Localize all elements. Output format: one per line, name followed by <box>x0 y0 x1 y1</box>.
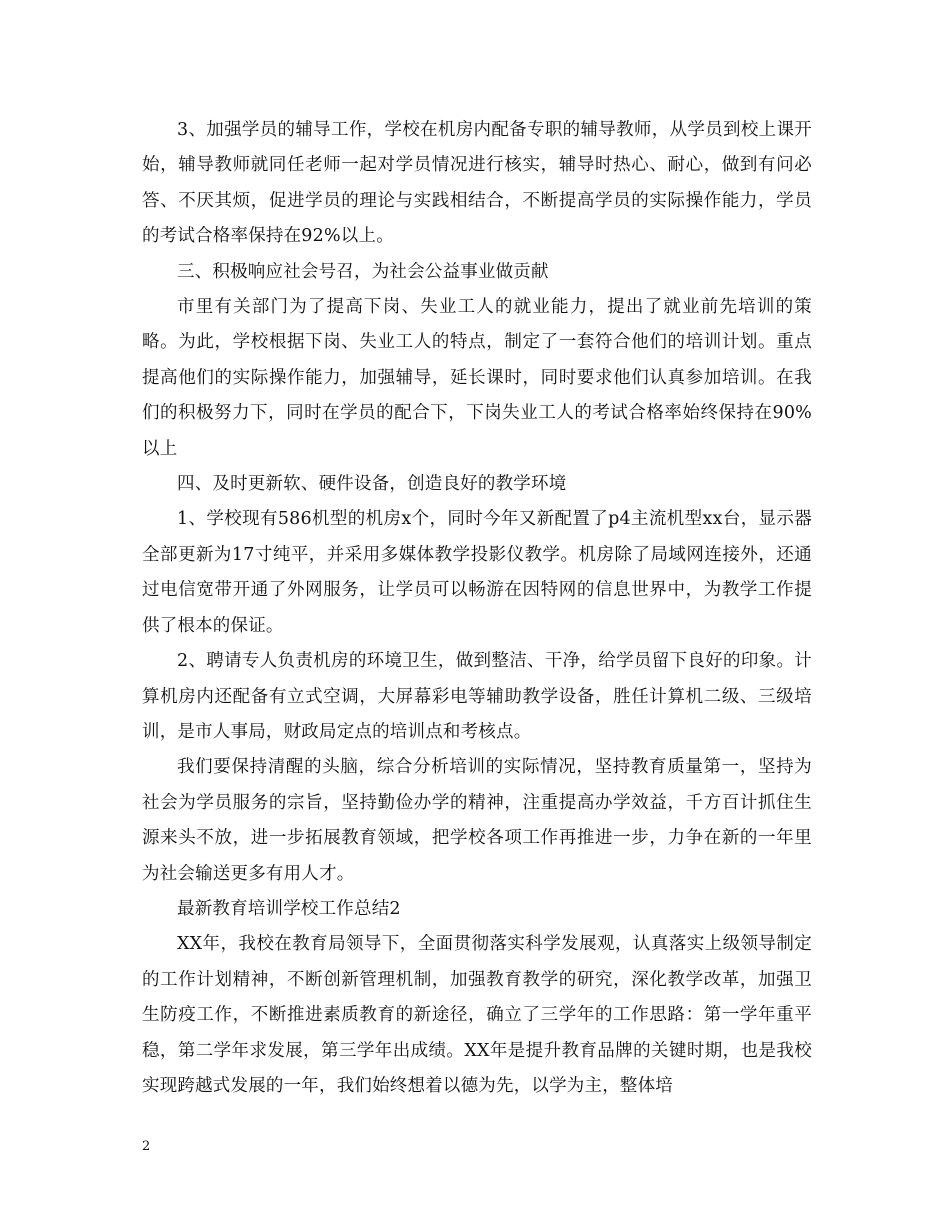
paragraph-computer-rooms: 1、学校现有586机型的机房x个，同时今年又新配置了p4主流机型xx台，显示器全部更新为17寸纯平，并采用多媒体教学投影仪教学。机房除了局域网连接外，还通过电信宽带开通了外网服务，让学员可以畅游在因特网的信息世界中，为教学工作提供了根本的保证。 <box>142 509 812 636</box>
page-number: 2 <box>142 1139 151 1154</box>
section-title-summary-2: 最新教育培训学校工作总结2 <box>177 898 401 919</box>
paragraph-unemployed-training: 市里有关部门为了提高下岗、失业工人的就业能力，提出了就业前先培训的策略。为此，学校根据下岗、失业工人的特点，制定了一套符合他们的培训计划。重点提高他们的实际操作能力，加强辅导，延长课时，同时要求他们认真参加培训。在我们的积极努力下，同时在学员的配合下，下岗失业工人的考试合格率始终保持在90%以上 <box>142 297 812 459</box>
document-body <box>142 113 812 1104</box>
paragraph-conclusion: 我们要保持清醒的头脑，综合分析培训的实际情况，坚持教育质量第一，坚持为社会为学员服务的宗旨，坚持勤俭办学的精神，注重提高办学效益，千方百计抓住生源来头不放，进一步拓展教育领域，把学校各项工作再推进一步，力争在新的一年里为社会输送更多有用人才。 <box>142 757 812 884</box>
section-heading-public-welfare: 三、积极响应社会号召，为社会公益事业做贡献 <box>177 261 549 282</box>
paragraph-annual-work: XX年，我校在教育局领导下，全面贯彻落实科学发展观，认真落实上级领导制定的工作计划精神，不断创新管理机制，加强教育教学的研究，深化教学改革，加强卫生防疫工作，不断推进素质教育的新途径，确立了三学年的工作思路：第一学年重平稳，第二学年求发展，第三学年出成绩。XX年是提升教育品牌的关键时期，也是我校实现跨越式发展的一年，我们始终想着以德为先，以学为主，整体培 <box>142 934 812 1096</box>
section-heading-equipment: 四、及时更新软、硬件设备，创造良好的教学环境 <box>177 474 567 495</box>
paragraph-tutoring: 3、加强学员的辅导工作，学校在机房内配备专职的辅导教师，从学员到校上课开始，辅导教师就同任老师一起对学员情况进行核实，辅导时热心、耐心，做到有问必答、不厌其烦，促进学员的理论与实践相结合，不断提高学员的实际操作能力，学员的考试合格率保持在92%以上。 <box>142 120 812 247</box>
paragraph-hygiene: 2、聘请专人负责机房的环境卫生，做到整洁、干净，给学员留下良好的印象。计算机房内还配备有立式空调，大屏幕彩电等辅助教学设备，胜任计算机二级、三级培训，是市人事局，财政局定点的培训点和考核点。 <box>142 651 812 742</box>
